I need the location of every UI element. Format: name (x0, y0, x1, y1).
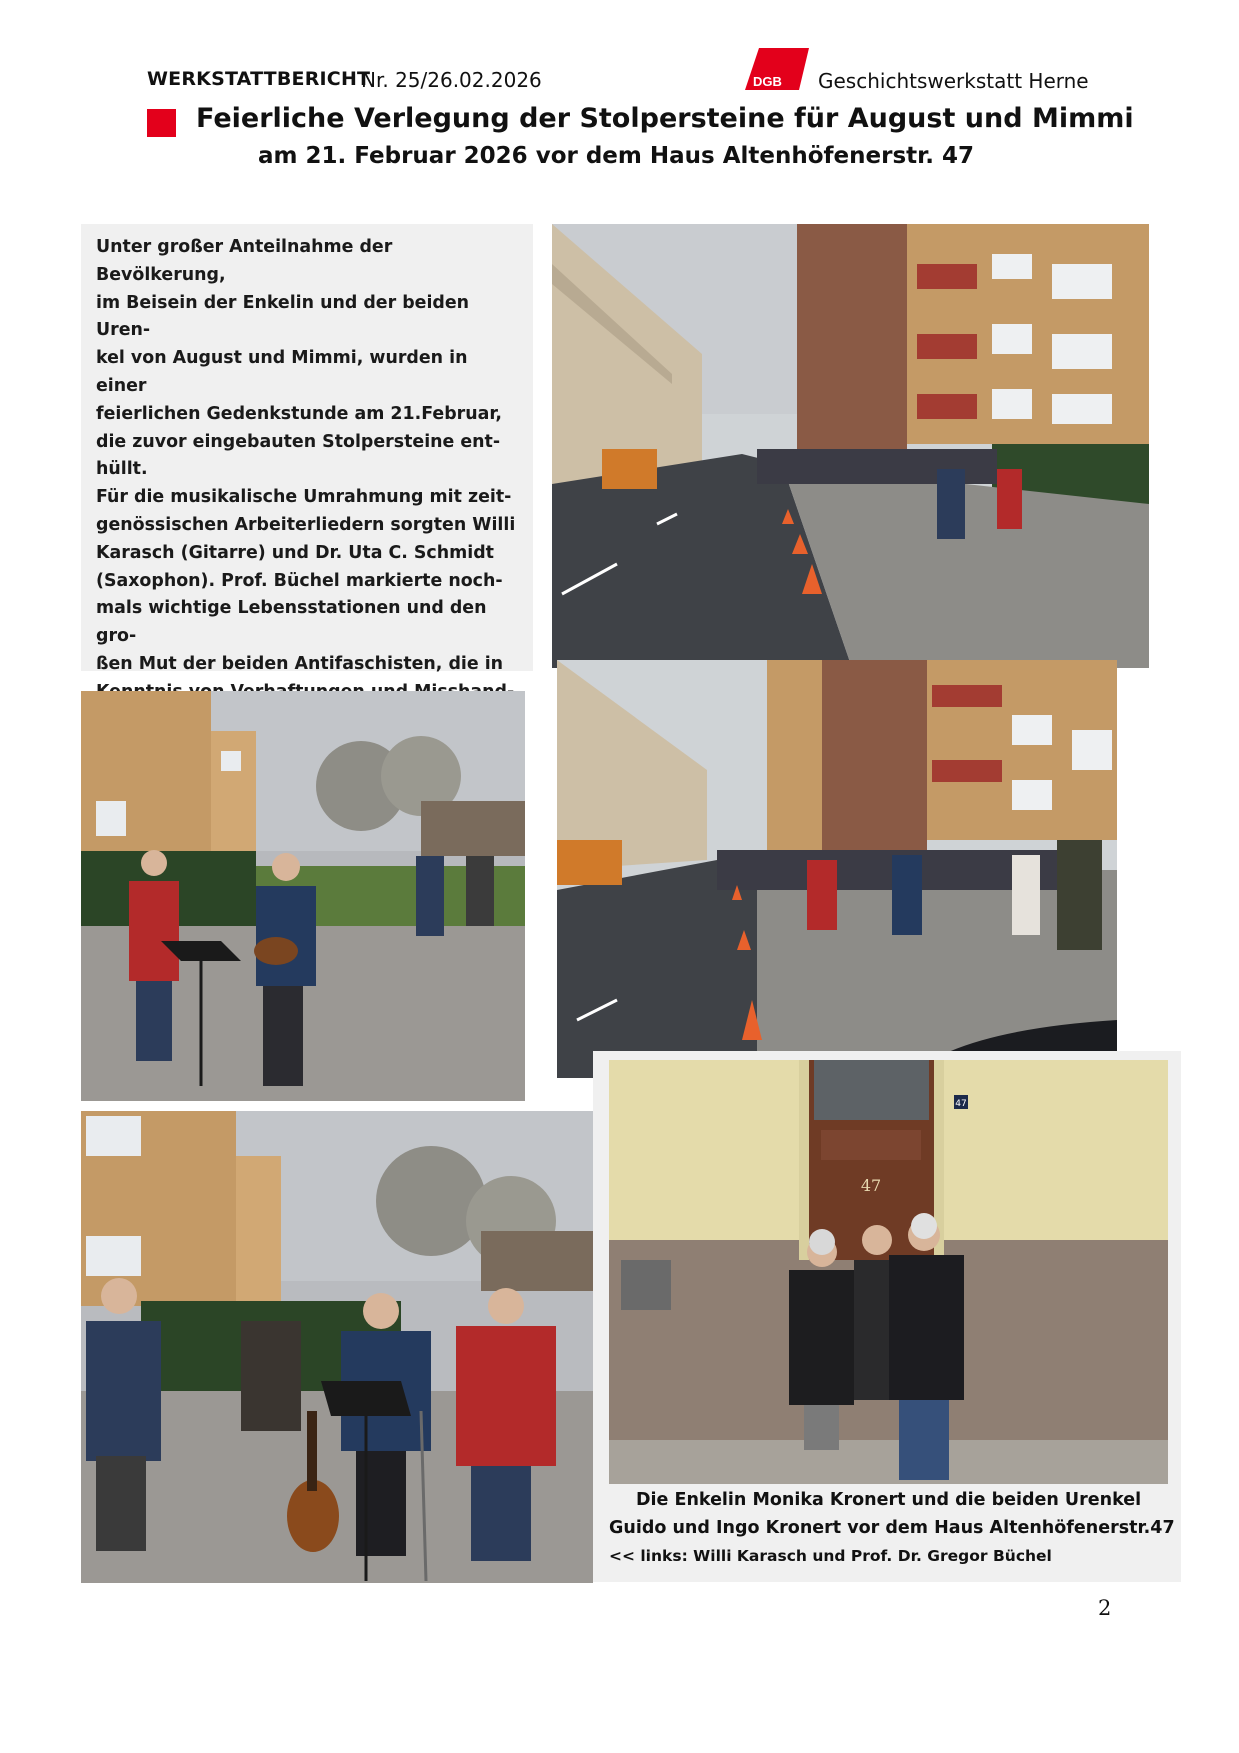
article-line: kel von August und Mimmi, wurden in einer (96, 348, 468, 396)
article-line: hüllt. (96, 459, 148, 480)
article-line: feierlichen Gedenkstunde am 21.Februar, (96, 403, 502, 424)
article-line: Karasch (Gitarre) und Dr. Uta C. Schmidt (96, 542, 494, 563)
svg-text:47: 47 (860, 1176, 882, 1195)
dgb-logo (745, 48, 809, 90)
article-textbox (81, 224, 533, 674)
series-label: WERKSTATTBERICHT (147, 68, 371, 90)
issue-number: Nr. 25/26.02.2026 (361, 68, 542, 92)
article-line: (Saxophon). Prof. Büchel markierte noch- (96, 570, 503, 591)
article-line: ßen Mut der beiden Antifaschisten, die in (96, 653, 504, 674)
article-line: mals wichtige Lebensstationen und den gro- (96, 598, 487, 647)
photo-street-crowd (557, 660, 1117, 1078)
photo-musicians (81, 691, 525, 1101)
caption-line-3: << links: Willi Karasch und Prof. Dr. Gregor Büchel (609, 1547, 1052, 1565)
caption-line-2: Guido und Ingo Kronert vor dem Haus Altenhöfenerstr.47 (609, 1518, 1175, 1538)
svg-text:DGB: DGB (753, 74, 782, 89)
title-marker (147, 109, 176, 137)
organization-name: Geschichtswerkstatt Herne (818, 69, 1089, 93)
photo-street-gathering (552, 224, 1149, 668)
page-number: 2 (1098, 1596, 1112, 1620)
svg-text:47: 47 (955, 1099, 967, 1109)
page-title: Feierliche Verlegung der Stolpersteine für August und Mimmi (196, 103, 1134, 134)
article-line: Für die musikalische Umrahmung mit zeit- (96, 487, 512, 508)
article-line: genössischen Arbeiterliedern sorgten Willi (96, 514, 516, 535)
photo-speakers (81, 1111, 593, 1583)
article-line: die zuvor eingebauten Stolpersteine ent- (96, 431, 501, 452)
photo-descendants-at-door (609, 1060, 1168, 1484)
article-line: Unter großer Anteilnahme der Bevölkerung, (96, 237, 393, 285)
page-subtitle: am 21. Februar 2026 vor dem Haus Altenhöfenerstr. 47 (258, 143, 974, 169)
caption-line-1: Die Enkelin Monika Kronert und die beiden Urenkel (636, 1490, 1142, 1510)
article-line: im Beisein der Enkelin und der beiden Uren- (96, 292, 470, 341)
